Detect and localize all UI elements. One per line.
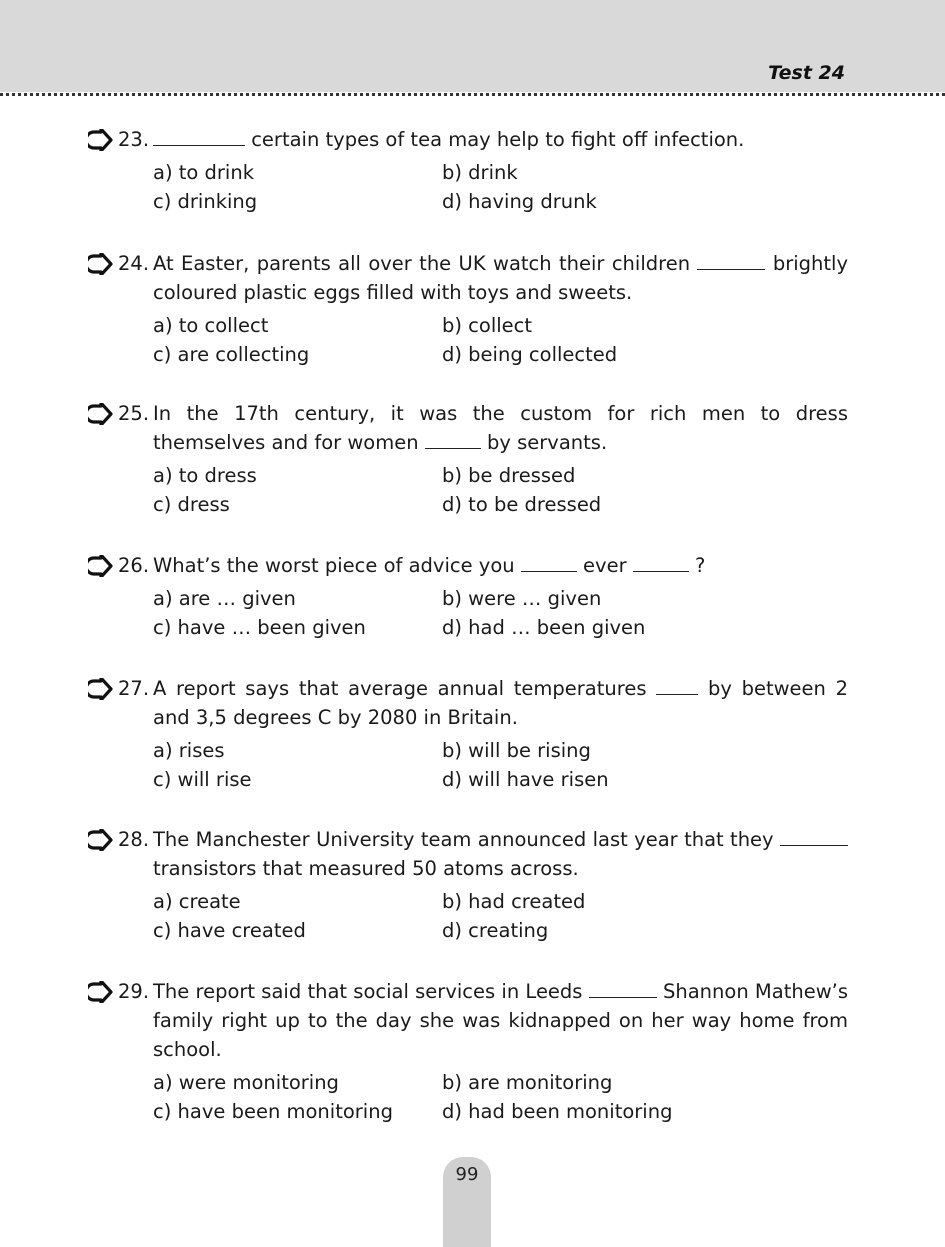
question-24	[88, 249, 848, 369]
answer-blank	[153, 128, 245, 146]
question-text-cont: by between 2 and 3,5 degrees C by 2080 in Britain.	[153, 677, 849, 729]
options	[88, 887, 848, 945]
question-text: At Easter, parents all over the UK watch their children	[153, 252, 691, 275]
option-a[interactable]: a) to drink	[153, 161, 254, 184]
question-25	[88, 399, 848, 519]
question-stem	[88, 825, 848, 883]
arrow-bullet-icon	[88, 981, 114, 1003]
option-d[interactable]: d) had been monitoring	[442, 1100, 673, 1123]
question-number: 23.	[118, 128, 150, 151]
question-text: certain types of tea may help to fight off infection.	[251, 128, 745, 151]
question-text-cont: transistors that measured 50 atoms across.	[153, 857, 579, 880]
options	[88, 461, 848, 519]
question-stem	[88, 249, 848, 307]
answer-blank	[589, 980, 657, 998]
question-number: 24.	[118, 252, 150, 275]
option-c[interactable]: c) will rise	[153, 768, 252, 791]
option-c[interactable]: c) have been monitoring	[153, 1100, 393, 1123]
question-text-cont: by servants.	[487, 431, 608, 454]
answer-blank	[633, 554, 689, 572]
option-a[interactable]: a) create	[153, 890, 241, 913]
option-a[interactable]: a) were monitoring	[153, 1071, 339, 1094]
question-stem	[88, 551, 848, 580]
question-number: 28.	[118, 828, 150, 851]
question-text: The report said that social services in Leeds	[153, 980, 583, 1003]
test-label: Test 24	[768, 62, 845, 84]
option-c[interactable]: c) have created	[153, 919, 306, 942]
question-number: 26.	[118, 554, 150, 577]
question-27	[88, 674, 848, 794]
options	[88, 736, 848, 794]
option-b[interactable]: b) had created	[442, 890, 586, 913]
option-b[interactable]: b) are monitoring	[442, 1071, 613, 1094]
answer-blank	[656, 677, 698, 695]
question-26	[88, 551, 848, 642]
question-text-mid: ever	[583, 554, 627, 577]
option-d[interactable]: d) to be dressed	[442, 493, 602, 516]
question-text: The Manchester University team announced last year that they	[153, 828, 774, 851]
options	[88, 1068, 848, 1126]
option-d[interactable]: d) will have risen	[442, 768, 609, 791]
question-stem	[88, 399, 848, 457]
question-text-end: ?	[695, 554, 706, 577]
option-c[interactable]: c) drinking	[153, 190, 258, 213]
option-c[interactable]: c) dress	[153, 493, 230, 516]
question-text: In the 17th century, it was the custom for rich men to dress themselves and for women	[153, 402, 848, 454]
question-28	[88, 825, 848, 945]
question-stem	[88, 125, 848, 154]
option-d[interactable]: d) creating	[442, 919, 549, 942]
option-c[interactable]: c) are collecting	[153, 343, 310, 366]
option-a[interactable]: a) to dress	[153, 464, 257, 487]
answer-blank	[697, 252, 765, 270]
option-d[interactable]: d) having drunk	[442, 190, 597, 213]
arrow-bullet-icon	[88, 555, 114, 577]
option-b[interactable]: b) be dressed	[442, 464, 576, 487]
answer-blank	[425, 431, 481, 449]
options	[88, 584, 848, 642]
option-a[interactable]: a) are … given	[153, 587, 296, 610]
question-stem	[88, 674, 848, 732]
arrow-bullet-icon	[88, 403, 114, 425]
option-d[interactable]: d) had … been given	[442, 616, 646, 639]
arrow-bullet-icon	[88, 678, 114, 700]
option-b[interactable]: b) will be rising	[442, 739, 591, 762]
option-d[interactable]: d) being collected	[442, 343, 618, 366]
arrow-bullet-icon	[88, 253, 114, 275]
page-number: 99	[455, 1164, 479, 1185]
question-text-cont: brightly coloured plastic eggs filled with toys and sweets.	[153, 252, 848, 304]
options	[88, 158, 848, 216]
question-23	[88, 125, 848, 216]
option-b[interactable]: b) drink	[442, 161, 518, 184]
option-a[interactable]: a) rises	[153, 739, 225, 762]
question-number: 27.	[118, 677, 150, 700]
question-text-cont: Shannon Mathew’s family right up to the day she was kidnapped on her way home from school.	[153, 980, 849, 1061]
option-b[interactable]: b) were … given	[442, 587, 602, 610]
question-29	[88, 977, 848, 1126]
option-a[interactable]: a) to collect	[153, 314, 269, 337]
question-text: What’s the worst piece of advice you	[153, 554, 515, 577]
option-b[interactable]: b) collect	[442, 314, 533, 337]
answer-blank	[521, 554, 577, 572]
arrow-bullet-icon	[88, 829, 114, 851]
answer-blank	[780, 828, 848, 846]
dotted-divider	[0, 93, 945, 96]
option-c[interactable]: c) have … been given	[153, 616, 366, 639]
arrow-bullet-icon	[88, 129, 114, 151]
question-stem	[88, 977, 848, 1064]
options	[88, 311, 848, 369]
question-text: A report says that average annual temperatures	[153, 677, 647, 700]
question-number: 29.	[118, 980, 150, 1003]
question-number: 25.	[118, 402, 150, 425]
